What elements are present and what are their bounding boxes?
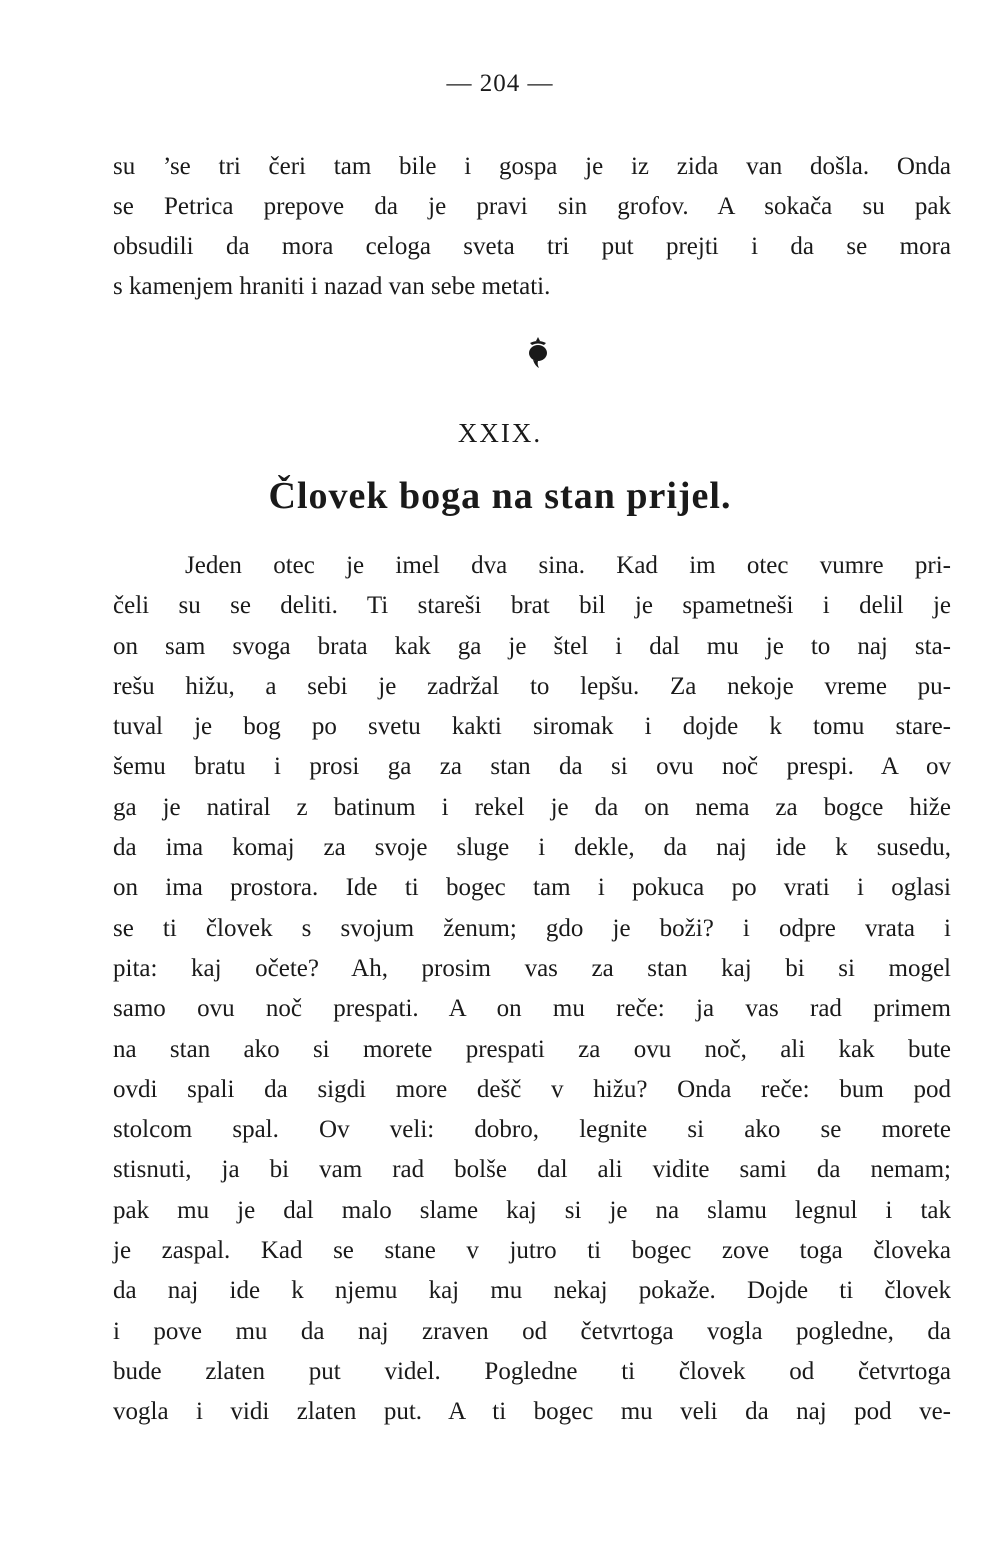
- text-line: bude zlaten put videl. Pogledne ti človek od četvrtoga: [113, 1357, 951, 1385]
- text-line: s kamenjem hraniti i nazad van sebe metati.: [113, 273, 551, 300]
- text-line: vogla i vidi zlaten put. A ti bogec mu veli da naj pod ve-: [113, 1398, 951, 1426]
- text-line: su ’se tri čeri tam bile i gospa je iz zida van došla. Onda: [113, 153, 951, 180]
- text-line: tuval je bog po svetu kakti siromak i dojde k tomu stare-: [113, 713, 951, 741]
- text-line: se Petrica prepove da je pravi sin grofov. A sokača su pak: [113, 193, 951, 220]
- text-line: samo ovu noč prespati. A on mu reče: ja vas rad primem: [113, 995, 951, 1023]
- fleuron-icon: [525, 335, 551, 369]
- text-line: on ima prostora. Ide ti bogec tam i pokuca po vrati i oglasi: [113, 874, 951, 902]
- text-line: i pove mu da naj zraven od četvrtoga vogla pogledne, da: [113, 1317, 951, 1345]
- text-line: šemu bratu i prosi ga za stan da si ovu noč prespi. A ov: [113, 753, 951, 781]
- text-line: da naj ide k njemu kaj mu nekaj pokaže. Dojde ti človek: [113, 1277, 951, 1305]
- chapter-title: Človek boga na stan prijel.: [268, 475, 732, 517]
- text-line: on sam svoga brata kak ga je štel i dal mu je to naj sta-: [113, 632, 951, 660]
- chapter-body: [113, 546, 951, 1433]
- text-line: pita: kaj očete? Ah, prosim vas za stan kaj bi si mogel: [113, 954, 951, 982]
- text-line: ga je natiral z batinum i rekel je da on nema za bogce hiže: [113, 793, 951, 821]
- text-line: se ti človek s svojum ženum; gdo je boži? i odpre vrata i: [113, 914, 951, 942]
- previous-chapter-ending: [113, 147, 951, 307]
- text-line: je zaspal. Kad se stane v jutro ti bogec zove toga človeka: [113, 1237, 951, 1265]
- text-line: čeli su se deliti. Ti stareši brat bil je spametneši i delil je: [113, 592, 951, 620]
- text-line: obsudili da mora celoga sveta tri put prejti i da se mora: [113, 233, 951, 260]
- text-line: da ima komaj za svoje sluge i dekle, da naj ide k susedu,: [113, 834, 951, 862]
- text-line: Jeden otec je imel dva sina. Kad im otec vumre pri-: [185, 552, 951, 579]
- text-line: na stan ako si morete prespati za ovu noč, ali kak bute: [113, 1035, 951, 1063]
- text-line: stolcom spal. Ov veli: dobro, legnite si ako se morete: [113, 1116, 951, 1144]
- text-line: ovdi spali da sigdi more dešč v hižu? Onda reče: bum pod: [113, 1075, 951, 1103]
- chapter-number: XXIX.: [457, 418, 543, 448]
- page-number: — 204 —: [446, 70, 554, 97]
- text-line: rešu hižu, a sebi je zadržal to lepšu. Za nekoje vreme pu-: [113, 672, 951, 700]
- text-line: pak mu je dal malo slame kaj si je na slamu legnul i tak: [113, 1196, 951, 1224]
- text-line: stisnuti, ja bi vam rad bolše dal ali vidite sami da nemam;: [113, 1156, 951, 1184]
